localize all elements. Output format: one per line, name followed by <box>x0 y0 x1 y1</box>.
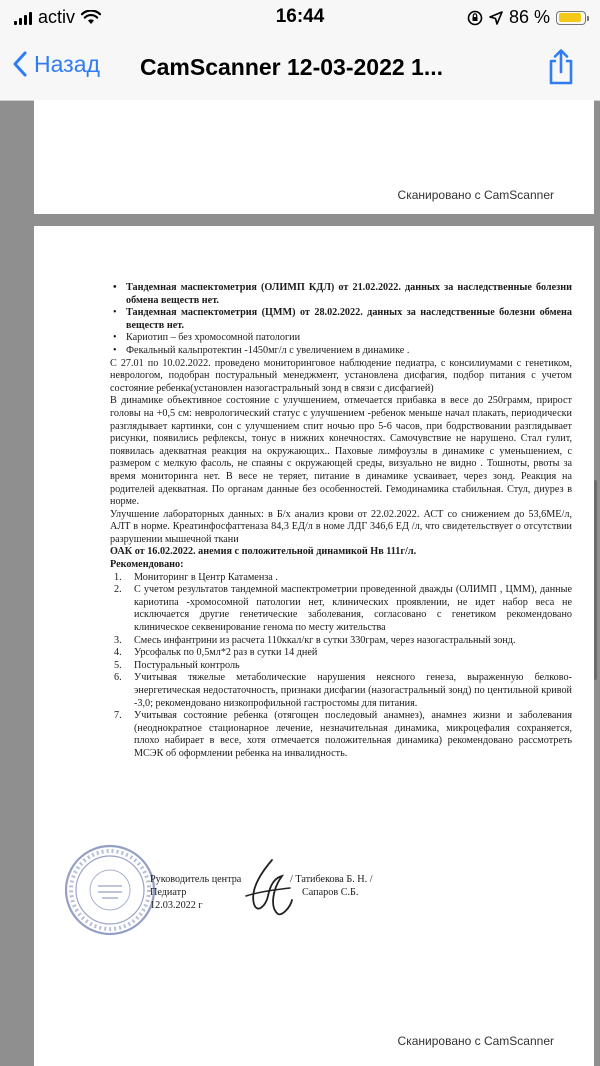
signatory-name: / Татибекова Б. Н. / <box>290 874 373 885</box>
watermark-text: Сканировано с CamScanner <box>397 1034 554 1048</box>
stamp-seal <box>62 842 158 938</box>
scanned-page <box>34 226 594 1066</box>
bullet-item: • Кариотип – без хромосомной патологии <box>110 332 572 345</box>
recommendation-item <box>110 635 572 648</box>
recommendations-heading: Рекомендовано: <box>110 559 184 571</box>
recommendation-item <box>110 710 572 760</box>
item-text: Постуральный контроль <box>134 659 240 671</box>
navigation-bar <box>0 36 600 101</box>
status-bar <box>0 0 600 36</box>
watermark-text: Сканировано с CamScanner <box>397 188 554 202</box>
paragraph: С 27.01 по 10.02.2022. проведено мониторинговое наблюдение педиатра, с консилиумами с генетиком, неврологом, подобран постуральный менеджмент, установлена дисфагия, подбор питания с учетом состояние ребенка(установлен назогастральный зонд в связи с дисфагией) <box>110 357 572 394</box>
clock: 16:44 <box>275 6 325 27</box>
status-right <box>467 7 586 28</box>
signature-block <box>150 874 580 934</box>
rotation-lock-icon <box>467 10 483 26</box>
signature-date: 12.03.2022 г <box>150 900 203 911</box>
item-text: Урсофальк по 0,5мл*2 раз в сутки 14 дней <box>134 647 318 659</box>
signatory-specialty: Педиатр <box>150 887 187 898</box>
recommendation-item <box>110 647 572 660</box>
item-text: С учетом результатов тандемной маспектрометрии проведенной дважды (ОЛИМП , ЦММ), данные кариотипа -хромосомной патологии нет, клинических проявлении, не идет набор веса не исключается другие генетические заболевания, согласовано с генетиком рекомендовано клиническое секвенирование генома по месту жительства <box>134 584 572 634</box>
scrollbar[interactable] <box>594 480 597 680</box>
back-label: Назад <box>34 50 100 77</box>
signatory-role: Руководитель центра <box>150 874 242 885</box>
item-number: 6. <box>114 672 122 684</box>
bullet-text: Тандемная маспектометрия (ЦММ) от 28.02.2022. данных за наследственные болезни обмена веществ нет. <box>126 307 572 331</box>
document-text <box>110 282 572 761</box>
item-number: 7. <box>114 710 122 722</box>
bullet-item <box>110 307 572 332</box>
carrier-name: activ <box>38 7 76 27</box>
battery-icon <box>556 11 586 25</box>
item-text: Мониторинг в Центр Катаменза . <box>134 571 278 583</box>
paragraph: Улучшение лабораторных данных: в Б/х анализ крови от 22.02.2022. АСТ со снижением до 53,6МЕ/л, АЛТ в норме. Креатинфосфаттеназа 84,3 ЕД/л в номе ЛДГ 346,6 ЕД /л, что свидетельствует о отсутствии разрушении мышечной ткани <box>110 508 572 545</box>
recommendation-item <box>110 572 572 585</box>
bullet-item: • Тандемная маспектометрия (ОЛИМП КДЛ) от 21.02.2022. данных за наследственные болезни обмена веществ нет. <box>110 282 572 307</box>
paragraph: В динамике объективное состояние с улучшением, отмечается прибавка в весе до 250грамм, прирост головы на +0,5 см: неврологический статус с улучшением -ребенок меньше начал плакать, периодически разглядывает картинки, сон с улучшением спит ночью про 5-6 часов, при бодрствовании разглядывает рисунки, появились рефлексы, тонус в нижних конечностях. Самочувствие не нарушено. Стал гулит, появилась адекватная реакция на окружающих.. Паховые лимфоузлы в динамике с уменьшением, с размером с мелкую фасоль, не спаяны с окружающей среды, визуально не видно . Тошноты, рвоты за время мониторинга нет. В весе не теряет, питание в динамике усваивает, через зонд. Реакция на родителей адекватная. По органам данные без особенностей. Гемодинамика стабильная. Стул, диурез в норме. <box>110 395 572 508</box>
battery-percent: 86 % <box>508 7 550 27</box>
item-number: 5. <box>114 659 122 671</box>
handwritten-signature <box>242 856 298 920</box>
signatory-name-2: Сапаров С.Б. <box>302 887 359 898</box>
item-number: 2. <box>114 584 122 596</box>
bullet-item: • Фекальный кальпротектин -1450мг/л с увеличением в динамике . <box>110 345 572 358</box>
share-icon <box>546 48 576 86</box>
back-button[interactable] <box>12 50 100 78</box>
scanned-page-previous <box>34 100 594 214</box>
recommendation-item <box>110 584 572 634</box>
item-text: Смесь инфантрини из расчета 110ккал/кг в сутки 330грам, через назогастральный зонд. <box>134 634 516 646</box>
page-title: CamScanner 12-03-2022 1... <box>140 54 444 80</box>
item-number: 1. <box>114 571 122 583</box>
location-icon <box>489 11 503 25</box>
share-button[interactable] <box>546 48 576 91</box>
paragraph: ОАК от 16.02.2022. анемия с положительной динамикой Нв 111г/л. <box>110 546 417 558</box>
recommendation-item <box>110 660 572 673</box>
item-text: Учитывая состояние ребенка (отягощен последовый анамнез), анамнез жизни и заболевания (неоднократное стационарное лечение, незначительная динамика, микроцефалия сохраняется, плохо набирает в весе, хотя отмечается положительная динамика) рекомендовано рассмотреть МСЭК об оформлении ребенка на инвалидность. <box>134 710 572 759</box>
item-number: 3. <box>114 634 122 646</box>
recommendation-item <box>110 672 572 710</box>
item-number: 4. <box>114 647 122 659</box>
item-text: Учитывая тяжелые метаболические нарушения неясного генеза, выраженную белково-энергетическая недостаточность, признаки дисфагии (назогастральный зонд) по центильной кривой -3,0; рекомендовано низкопрофильной гастростомы для питания. <box>134 672 572 709</box>
chevron-left-icon <box>12 50 28 78</box>
